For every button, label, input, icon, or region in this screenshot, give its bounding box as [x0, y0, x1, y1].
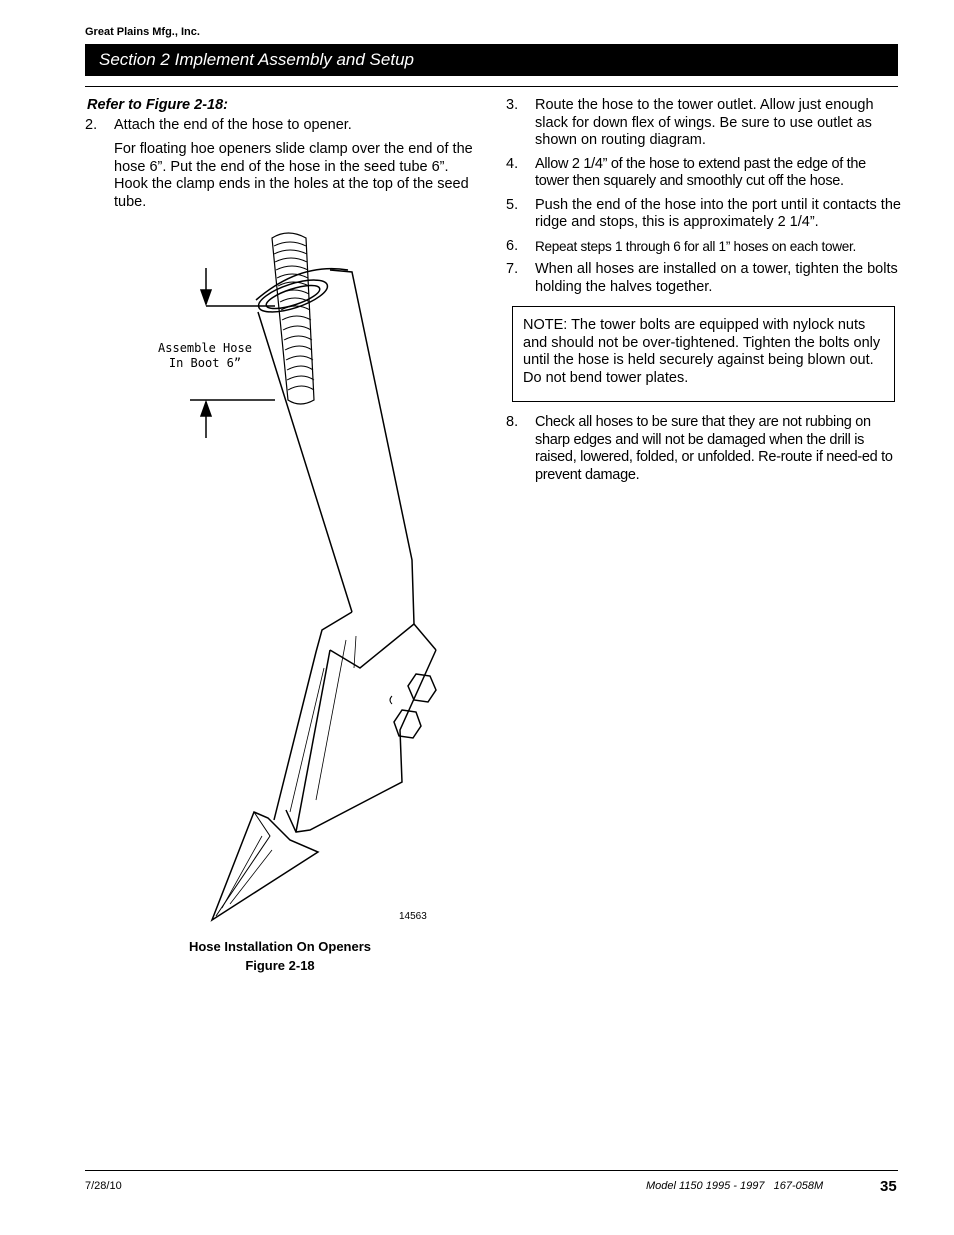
caption-number: Figure 2-18 [245, 958, 315, 973]
step-number: 3. [506, 97, 519, 113]
step-number: 5. [506, 196, 519, 213]
top-divider [85, 86, 898, 87]
step-5 [506, 197, 902, 232]
step-7 [506, 261, 902, 296]
step-4 [506, 156, 902, 191]
step-number: 7. [506, 261, 519, 277]
figure-reference: Refer to Figure 2-18: [87, 97, 228, 113]
label-line-2: In Boot 6” [168, 356, 242, 370]
step-text: Push the end of the hose into the port until it contacts the ridge and stops, this is approximately 2 1/4”. [535, 196, 901, 230]
label-line-1: Assemble Hose [158, 341, 252, 355]
company-name: Great Plains Mfg., Inc. [85, 26, 200, 38]
figure-caption [150, 937, 410, 975]
step-number: 4. [506, 155, 519, 172]
caption-title: Hose Installation On Openers [188, 939, 372, 954]
right-column [506, 97, 902, 490]
step-text: Route the hose to the tower outlet. Allow just enough slack for down flex of wings. Be sure to use outlet as shown on routing diagram. [535, 97, 874, 148]
page-number: 35 [880, 1178, 897, 1195]
left-column [85, 97, 480, 211]
bottom-divider [85, 1170, 898, 1171]
section-title: Section 2 Implement Assembly and Setup [85, 44, 898, 76]
step-3 [506, 97, 902, 150]
figure-id: 14563 [399, 911, 427, 922]
note-box: NOTE: The tower bolts are equipped with nylock nuts and should not be over-tightened. Tighten the bolts only until the hose is held securely against being blown out. Do not bend tower plates. [512, 306, 895, 402]
clamp-ring [255, 273, 331, 318]
seed-tube [258, 270, 414, 624]
boot [274, 612, 436, 832]
step-text: Allow 2 1/4” of the hose to extend past the edge of the tower then squarely and smoothly cut off the hose. [535, 155, 866, 189]
bolts [390, 674, 436, 738]
step-text: When all hoses are installed on a tower, tighten the bolts holding the halves together. [535, 261, 898, 295]
footer-model: Model 1150 1995 - 1997 167-058M [646, 1180, 824, 1192]
step-text: Repeat steps 1 through 6 for all 1” hoses on each tower. [535, 238, 856, 254]
step-number: 8. [506, 414, 519, 430]
hose-opener-illustration [150, 225, 450, 925]
step-2 [85, 117, 480, 135]
footer-date: 7/28/10 [85, 1180, 122, 1192]
step-6 [506, 238, 902, 256]
step-number: 2. [85, 116, 98, 133]
step-8 [506, 414, 902, 484]
step-text: Check all hoses to be sure that they are not rubbing on sharp edges and will not be damaged when the drill is raised, lowered, folded, or unfolded. Re-route if need-ed to prevent damage. [535, 414, 893, 483]
step-text: Attach the end of the hose to opener. [114, 116, 352, 133]
step-2-detail: For floating hoe openers slide clamp over the end of the hose 6”. Put the end of the hose in the seed tube 6”. Hook the clamp ends in the holes at the top of the seed tube. [114, 141, 473, 210]
shovel-point [212, 812, 318, 920]
step-number: 6. [506, 237, 519, 254]
